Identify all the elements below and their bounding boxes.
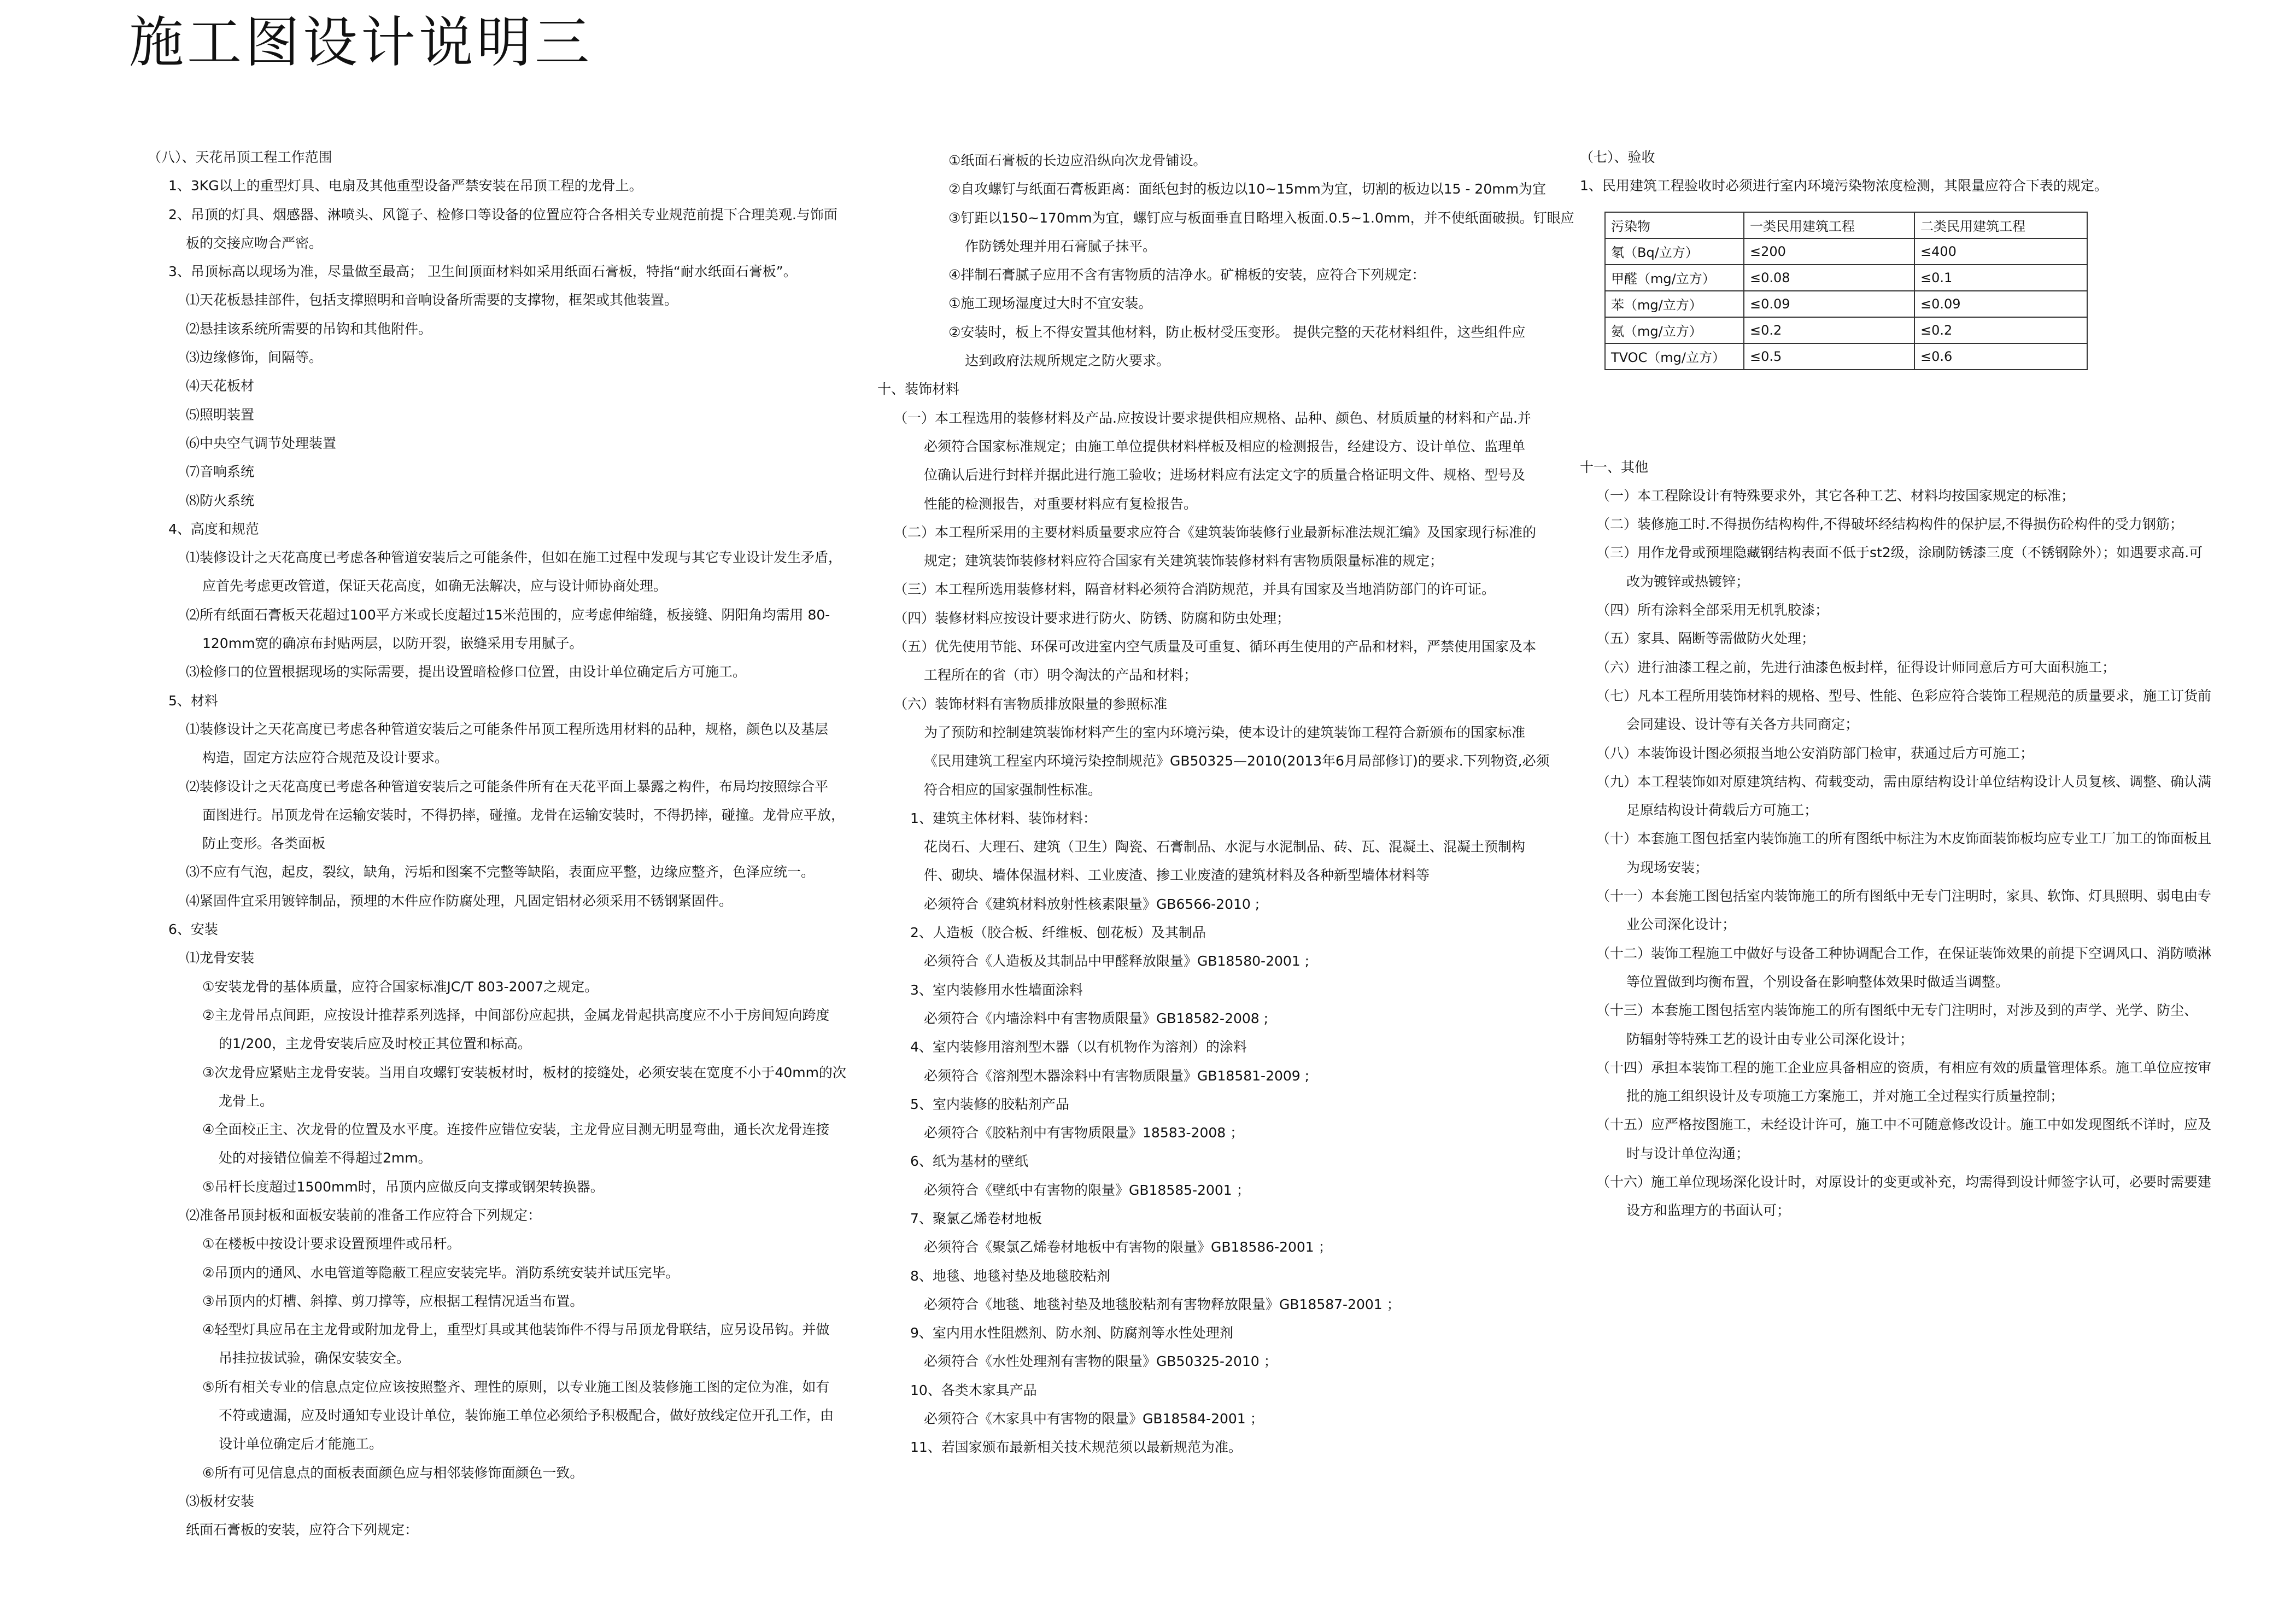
text-line: （六）装饰材料有害物质排放限量的参照标准 (894, 696, 1168, 712)
text-line: （四）所有涂料全部采用无机乳胶漆； (1596, 602, 1829, 618)
text-line: 为了预防和控制建筑装饰材料产生的室内环境污染，使本设计的建筑装饰工程符合新颁布的国家标准 (924, 724, 1526, 740)
text-line: 等位置做到均衡布置，个别设备在影响整体效果时做适当调整。 (1626, 973, 2010, 990)
table-cell: ≤0.6 (1914, 343, 2087, 370)
text-line: 吊挂拉拔试验，确保安装安全。 (219, 1350, 411, 1366)
table-header-cell: 二类民用建筑工程 (1914, 212, 2087, 238)
text-line: （五）家具、隔断等需做防火处理； (1596, 630, 1815, 647)
text-line: （八）本装饰设计图必须报当地公安消防部门检审，获通过后方可施工； (1596, 745, 2034, 761)
table-row (1605, 291, 2087, 317)
text-line: ⑶不应有气泡，起皮，裂纹，缺角，污垢和图案不完整等缺陷，表面应平整，边缘应整齐，色泽应统一。 (186, 864, 815, 880)
text-line: （三）本工程所选用装修材料，隔音材料必须符合消防规范，并具有国家及当地消防部门的许可证。 (894, 581, 1496, 598)
text-line: ②主龙骨吊点间距，应按设计推荐系列选择，中间部份应起拱，金属龙骨起拱高度应不小于房间短向跨度 (202, 1007, 830, 1023)
text-line: （十三）本套施工图包括室内装饰施工的所有图纸中无专门注明时，对涉及到的声学、光学、防尘、 (1596, 1002, 2198, 1019)
text-line: 十一、其他 (1580, 459, 1649, 475)
text-line: （十四）承担本装饰工程的施工企业应具备相应的资质，有相应有效的质量管理体系。施工单位应按审 (1596, 1059, 2212, 1076)
table-body (1605, 238, 2087, 370)
text-line: ④拌制石膏腻子应用不含有害物质的洁净水。矿棉板的安装，应符合下列规定： (948, 267, 1426, 283)
text-line: （八）、天花吊顶工程工作范围 (148, 149, 332, 165)
text-line: （五）优先使用节能、环保可改进室内空气质量及可重复、循环再生使用的产品和材料，严禁使用国家及本 (894, 639, 1537, 655)
text-line: ⑴龙骨安装 (186, 950, 255, 966)
text-line: ⑷紧固件宜采用镀锌制品，预埋的木件应作防腐处理，凡固定铝材必须采用不锈钢紧固件。 (186, 892, 733, 909)
text-line: ⑵所有纸面石膏板天花超过100平方米或长度超过15米范围的，应考虑伸缩缝，板接缝、阴阳角均需用 80- (186, 606, 830, 623)
text-line: ⑤吊杆长度超过1500mm时，吊顶内应做反向支撑或钢架转换器。 (202, 1178, 604, 1195)
table-cell: ≤400 (1914, 238, 2087, 265)
table-cell: 甲醛（mg/立方） (1605, 265, 1744, 291)
text-line: ③吊顶内的灯槽、斜撑、剪刀撑等，应根据工程情况适当布置。 (202, 1293, 584, 1309)
text-line: ①纸面石膏板的长边应沿纵向次龙骨铺设。 (948, 153, 1207, 168)
table-cell: ≤0.2 (1744, 317, 1914, 343)
text-line: ⑹中央空气调节处理装置 (186, 435, 337, 451)
text-line: （十六）施工单位现场深化设计时，对原设计的变更或补充，均需得到设计师签字认可，必要时需要建 (1596, 1174, 2212, 1190)
table-row (1605, 343, 2087, 370)
text-line: ①安装龙骨的基体质量，应符合国家标准JC/T 803-2007之规定。 (202, 978, 599, 995)
text-line: 必须符合《内墙涂料中有害物质限量》GB18582-2008 ; (924, 1010, 1269, 1026)
table-cell: TVOC（mg/立方） (1605, 343, 1744, 370)
text-line: 应首先考虑更改管道，保证天花高度，如确无法解决，应与设计师协商处理。 (202, 578, 667, 594)
table-cell: 氡（Bq/立方） (1605, 238, 1744, 265)
table-row (1605, 265, 2087, 291)
table-cell: ≤0.08 (1744, 265, 1914, 291)
text-line: ⑷天花板材 (186, 378, 255, 394)
text-line: ⑸照明装置 (186, 406, 255, 423)
text-line: （二）装修施工时.不得损伤结构构件,不得破坏经结构构件的保护层,不得损伤砼构件的受力钢筋； (1596, 516, 2183, 533)
text-line: 达到政府法规所规定之防火要求。 (965, 353, 1170, 369)
text-line: 1、民用建筑工程验收时必须进行室内环境污染物浓度检测，其限量应符合下表的规定。 (1580, 178, 2108, 194)
text-line: ④全面校正主、次龙骨的位置及水平度。连接件应错位安装，主龙骨应目测无明显弯曲，通长次龙骨连接 (202, 1121, 830, 1138)
text-line: ⑴天花板悬挂部件，包括支撑照明和音响设备所需要的支撑物，框架或其他装置。 (186, 292, 678, 308)
text-line: 《民用建筑工程室内环境污染控制规范》GB50325—2010(2013年6月局部修订)的要求.下列物资,必须 (924, 753, 1550, 769)
text-line: 必须符合《人造板及其制品中甲醛释放限量》GB18580-2001 ; (924, 953, 1310, 969)
text-line: ⑤所有相关专业的信息点定位应该按照整齐、理性的原则，以专业施工图及装修施工图的定位为准，如有 (202, 1378, 830, 1395)
text-line: 时与设计单位沟通； (1626, 1145, 1750, 1161)
table-row (1605, 317, 2087, 343)
text-line: ⑴装修设计之天花高度已考虑各种管道安装后之可能条件吊顶工程所选用材料的品种，规格，颜色以及基层 (186, 721, 829, 737)
text-line: （一）本工程选用的装修材料及产品.应按设计要求提供相应规格、品种、颜色、材质质量的材料和产品.并 (894, 410, 1531, 426)
text-line: ⑵悬挂该系统所需要的吊钩和其他附件。 (186, 320, 432, 337)
text-line: 10、各类木家具产品 (910, 1382, 1037, 1398)
text-line: 龙骨上。 (219, 1093, 274, 1109)
text-line: 必须符合《水性处理剂有害物的限量》GB50325-2010 ； (924, 1353, 1278, 1370)
text-line: 设方和监理方的书面认可； (1626, 1202, 1791, 1219)
text-line: 4、高度和规范 (168, 521, 259, 537)
text-line: 规定；建筑装饰装修材料应符合国家有关建筑装饰装修材料有害物质限量标准的规定； (924, 553, 1444, 569)
text-line: 为现场安装； (1626, 859, 1709, 875)
text-line: ⑥所有可见信息点的面板表面颜色应与相邻装修饰面颜色一致。 (202, 1464, 584, 1481)
text-line: ②吊顶内的通风、水电管道等隐蔽工程应安装完毕。消防系统安装并试压完毕。 (202, 1264, 680, 1281)
text-line: （七）、验收 (1580, 149, 1655, 165)
text-line: 3、吊顶标高以现场为准，尽量做至最高； 卫生间顶面材料如采用纸面石膏板，特指“耐水纸面石膏板”。 (168, 264, 797, 280)
text-line: （十）本套施工图包括室内装饰施工的所有图纸中标注为木皮饰面装饰板均应专业工厂加工的饰面板且 (1596, 831, 2212, 847)
text-line: 的1/200，主龙骨安装后应及时校正其位置和标高。 (219, 1036, 532, 1052)
text-line: 必须符合《木家具中有害物的限量》GB18584-2001 ； (924, 1411, 1264, 1427)
text-line: 必须符合《溶剂型木器涂料中有害物质限量》GB18581-2009 ; (924, 1067, 1310, 1084)
text-line: 1、建筑主体材料、装饰材料： (910, 810, 1097, 826)
text-line: ⑶板材安装 (186, 1493, 255, 1509)
text-line: 9、室内用水性阻燃剂、防水剂、防腐剂等水性处理剂 (910, 1325, 1233, 1341)
text-line: 设计单位确定后才能施工。 (219, 1436, 383, 1452)
table-cell: ≤0.2 (1914, 317, 2087, 343)
text-line: 不符或遗漏，应及时通知专业设计单位，装饰施工单位必须给予积极配合，做好放线定位开孔工作，由 (219, 1407, 834, 1424)
text-line: ⑶边缘修饰，间隔等。 (186, 349, 323, 366)
table-cell: 苯（mg/立方） (1605, 291, 1744, 317)
text-line: 会同建设、设计等有关各方共同商定； (1626, 716, 1859, 733)
text-line: ⑻防火系统 (186, 492, 255, 509)
table-header-row (1605, 212, 2087, 238)
text-line: 4、室内装修用溶剂型木器（以有机物作为溶剂）的涂料 (910, 1039, 1247, 1055)
text-line: （十一）本套施工图包括室内装饰施工的所有图纸中无专门注明时，家具、软饰、灯具照明、弱电由专 (1596, 888, 2212, 904)
text-line: 2、吊顶的灯具、烟感器、淋喷头、风篦子、检修口等设备的位置应符合各相关专业规范前提下合理美观.与饰面 (168, 206, 837, 223)
text-line: 改为镀锌或热镀锌； (1626, 573, 1750, 589)
text-line: 2、人造板（胶合板、纤维板、刨花板）及其制品 (910, 925, 1206, 941)
text-line: 必须符合《地毯、地毯衬垫及地毯胶粘剂有害物释放限量》GB18587-2001 ； (924, 1296, 1401, 1312)
text-line: ①在楼板中按设计要求设置预埋件或吊杆。 (202, 1236, 461, 1252)
text-line: ①施工现场湿度过大时不宜安装。 (948, 295, 1152, 312)
page-title: 施工图设计说明三 (129, 10, 593, 74)
text-line: 3、室内装修用水性墙面涂料 (910, 982, 1083, 998)
text-line: 必须符合《壁纸中有害物的限量》GB18585-2001 ； (924, 1182, 1250, 1198)
text-line: 5、室内装修的胶粘剂产品 (910, 1096, 1069, 1112)
text-line: 120mm宽的确凉布封贴两层，以防开裂，嵌缝采用专用腻子。 (202, 635, 583, 652)
right-column (1580, 143, 2225, 1225)
text-line: 件、砌块、墙体保温材料、工业废渣、掺工业废渣的建筑材料及各种新型墙体材料等 (924, 867, 1430, 884)
text-line: 防止变形。各类面板 (202, 836, 326, 852)
text-line: 1、3KG以上的重型灯具、电扇及其他重型设备严禁安装在吊顶工程的龙骨上。 (168, 178, 643, 194)
text-line: 构造，固定方法应符合规范及设计要求。 (202, 750, 449, 766)
text-line: （三）用作龙骨或预埋隐藏钢结构表面不低于st2级，涂刷防锈漆三度（不锈钢除外）；如遇要求高.可 (1596, 545, 2203, 561)
table-cell: ≤0.09 (1914, 291, 2087, 317)
table-cell: ≤0.09 (1744, 291, 1914, 317)
text-line: ③次龙骨应紧贴主龙骨安装。当用自攻螺钉安装板材时，板材的接缝处，必须安装在宽度不小于40mm的次 (202, 1064, 846, 1080)
text-line: ⑵装修设计之天花高度已考虑各种管道安装后之可能条件所有在天花平面上暴露之构件，布局均按照综合平 (186, 778, 829, 795)
text-line: 位确认后进行封样并据此进行施工验收；进场材料应有法定文字的质量合格证明文件、规格、型号及 (924, 467, 1526, 483)
acceptance-section (1580, 143, 2225, 201)
text-line: 处的对接错位偏差不得超过2mm。 (219, 1150, 432, 1166)
table-cell: ≤200 (1744, 238, 1914, 265)
text-line: 批的施工组织设计及专项施工方案施工，并对施工全过程实行质量控制； (1626, 1088, 2064, 1105)
text-line: 必须符合《胶粘剂中有害物质限量》18583-2008 ； (924, 1125, 1244, 1141)
left-column (148, 143, 880, 1545)
text-line: （九）本工程装饰如对原建筑结构、荷载变动，需由原结构设计单位结构设计人员复核、调整、确认满 (1596, 773, 2212, 790)
text-line: 十、装饰材料 (877, 381, 960, 398)
text-line: （六）进行油漆工程之前，先进行油漆色板封样，征得设计师同意后方可大面积施工； (1596, 659, 2116, 675)
text-line: 工程所在的省（市）明令淘汰的产品和材料； (924, 667, 1198, 684)
text-line: （一）本工程除设计有特殊要求外，其它各种工艺、材料均按国家规定的标准； (1596, 487, 2075, 504)
table-row (1605, 238, 2087, 265)
text-line: 6、安装 (168, 921, 218, 938)
text-line: 足原结构设计荷载后方可施工； (1626, 802, 1818, 819)
text-line: 花岗石、大理石、建筑（卫生）陶瓷、石膏制品、水泥与水泥制品、砖、瓦、混凝土、混凝土预制构 (924, 839, 1526, 855)
text-line: 必须符合国家标准规定；由施工单位提供材料样板及相应的检测报告，经建设方、设计单位、监理单 (924, 438, 1526, 454)
text-line: ④轻型灯具应吊在主龙骨或附加龙骨上，重型灯具或其他装饰件不得与吊顶龙骨联结，应另设吊钩。并做 (202, 1322, 830, 1338)
table-cell: 氨（mg/立方） (1605, 317, 1744, 343)
text-line: 作防锈处理并用石膏腻子抹平。 (965, 238, 1157, 254)
text-line: ③钉距以150~170mm为宜，螺钉应与板面垂直目略埋入板面.0.5~1.0mm，并不使纸面破损。钉眼应 (948, 209, 1574, 226)
text-line: ②安装时，板上不得安置其他材料，防止板材受压变形。 提供完整的天花材料组件，这些组件应 (948, 324, 1526, 340)
text-line: 业公司深化设计； (1626, 916, 1736, 933)
pollutant-limit-table (1604, 212, 2088, 370)
text-line: 必须符合《建筑材料放射性核素限量》GB6566-2010 ; (924, 896, 1260, 912)
text-line: （二）本工程所采用的主要材料质量要求应符合《建筑装饰装修行业最新标准法规汇编》及国家现行标准的 (894, 524, 1537, 540)
text-line: 必须符合《聚氯乙烯卷材地板中有害物的限量》GB18586-2001 ； (924, 1239, 1332, 1255)
other-notes-section (1580, 453, 2225, 1225)
text-line: 符合相应的国家强制性标准。 (924, 781, 1102, 798)
text-line: （四）装修材料应按设计要求进行防火、防锈、防腐和防虫处理； (894, 610, 1291, 626)
text-line: 性能的检测报告，对重要材料应有复检报告。 (924, 495, 1198, 512)
text-line: ⑶检修口的位置根据现场的实际需要，提出设置暗检修口位置，由设计单位确定后方可施工。 (186, 664, 747, 680)
table-cell: ≤0.1 (1914, 265, 2087, 291)
text-line: 防辐射等特殊工艺的设计由专业公司深化设计； (1626, 1031, 1914, 1047)
text-line: 板的交接应吻合严密。 (186, 235, 323, 251)
text-line: （十二）装饰工程施工中做好与设备工种协调配合工作，在保证装饰效果的前提下空调风口、消防喷淋 (1596, 945, 2212, 961)
section-spacer (1580, 370, 2225, 453)
middle-column (877, 147, 1574, 1462)
table-cell: ≤0.5 (1744, 343, 1914, 370)
text-line: ⑺音响系统 (186, 464, 255, 480)
table-header-cell: 一类民用建筑工程 (1744, 212, 1914, 238)
table-header-cell: 污染物 (1605, 212, 1744, 238)
text-line: 7、聚氯乙烯卷材地板 (910, 1210, 1042, 1226)
text-line: 6、纸为基材的壁纸 (910, 1153, 1028, 1170)
text-line: 面图进行。吊顶龙骨在运输安装时，不得扔摔，碰撞。龙骨在运输安装时，不得扔摔，碰撞。龙骨应平放， (202, 807, 845, 823)
text-line: 5、材料 (168, 692, 218, 709)
text-line: （十五）应严格按图施工，未经设计许可，施工中不可随意修改设计。施工中如发现图纸不详时，应及 (1596, 1117, 2212, 1133)
text-line: ⑴装修设计之天花高度已考虑各种管道安装后之可能条件，但如在施工过程中发现与其它专业设计发生矛盾， (186, 550, 842, 566)
text-line: 8、地毯、地毯衬垫及地毯胶粘剂 (910, 1267, 1110, 1284)
text-line: ⑵准备吊顶封板和面板安装前的准备工作应符合下列规定： (186, 1207, 542, 1223)
text-line: （七）凡本工程所用装饰材料的规格、型号、性能、色彩应符合装饰工程规范的质量要求，施工订货前 (1596, 687, 2212, 704)
text-line: 11、若国家颁布最新相关技术规范须以最新规范为准。 (910, 1439, 1242, 1456)
text-line: 纸面石膏板的安装，应符合下列规定： (186, 1522, 419, 1538)
text-line: ②自攻螺钉与纸面石膏板距离：面纸包封的板边以10~15mm为宜，切割的板边以15 - 20mm为宜 (948, 181, 1546, 197)
